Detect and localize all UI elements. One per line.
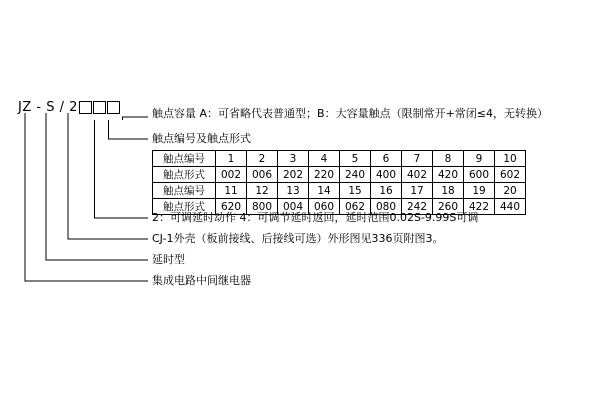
table-cell: 16 [371, 183, 402, 199]
table-cell: 620 [216, 199, 247, 215]
table-cell: 2 [247, 151, 278, 167]
annotation-shell: CJ-1外壳（板前接线、后接线可选）外形图见336页附图3。 [152, 232, 444, 245]
row-label: 触点编号 [153, 151, 216, 167]
table-cell: 420 [433, 167, 464, 183]
table-cell: 220 [309, 167, 340, 183]
table-cell: 006 [247, 167, 278, 183]
model-code-box-3 [107, 101, 120, 114]
contact-table-wrapper [152, 150, 526, 215]
table-cell: 080 [371, 199, 402, 215]
table-cell: 400 [371, 167, 402, 183]
model-code-prefix: JZ - S / 2 [18, 100, 78, 115]
table-cell: 17 [402, 183, 433, 199]
table-cell: 402 [402, 167, 433, 183]
table-cell: 12 [247, 183, 278, 199]
table-cell: 5 [340, 151, 371, 167]
table-cell: 6 [371, 151, 402, 167]
table-cell: 422 [464, 199, 495, 215]
table-cell: 260 [433, 199, 464, 215]
model-code-box-2 [93, 101, 106, 114]
table-cell: 9 [464, 151, 495, 167]
table-cell: 440 [495, 199, 526, 215]
table-cell: 242 [402, 199, 433, 215]
table-cell: 8 [433, 151, 464, 167]
table-cell: 20 [495, 183, 526, 199]
table-cell: 062 [340, 199, 371, 215]
table-cell: 18 [433, 183, 464, 199]
table-cell: 240 [340, 167, 371, 183]
table-cell: 14 [309, 183, 340, 199]
row-label: 触点形式 [153, 167, 216, 183]
model-code-box-1 [79, 101, 92, 114]
table-row [153, 151, 526, 167]
annotation-product-name: 集成电路中间继电器 [152, 274, 251, 287]
table-cell: 11 [216, 183, 247, 199]
table-cell: 602 [495, 167, 526, 183]
table-cell: 800 [247, 199, 278, 215]
table-cell: 1 [216, 151, 247, 167]
table-row [153, 167, 526, 183]
table-cell: 13 [278, 183, 309, 199]
table-row [153, 183, 526, 199]
annotation-contact-form: 触点编号及触点形式 [152, 132, 251, 145]
table-cell: 002 [216, 167, 247, 183]
table-cell: 4 [309, 151, 340, 167]
table-cell: 19 [464, 183, 495, 199]
table-cell: 10 [495, 151, 526, 167]
table-cell: 004 [278, 199, 309, 215]
annotation-delay-type: 延时型 [152, 253, 185, 266]
table-cell: 060 [309, 199, 340, 215]
annotation-time-action: 2：可调延时动作 4：可调节延时返回，延时范围0.02S-9.99S可调 [152, 211, 479, 224]
row-label: 触点编号 [153, 183, 216, 199]
table-cell: 7 [402, 151, 433, 167]
table-row [153, 199, 526, 215]
model-code [18, 100, 120, 115]
table-cell: 202 [278, 167, 309, 183]
annotation-contact-capacity: 触点容量 A：可省略代表普通型；B：大容量触点（限制常开+常闭≤4，无转换） [152, 107, 548, 120]
contact-table [152, 150, 526, 215]
table-cell: 3 [278, 151, 309, 167]
row-label: 触点形式 [153, 199, 216, 215]
table-cell: 15 [340, 183, 371, 199]
table-cell: 600 [464, 167, 495, 183]
